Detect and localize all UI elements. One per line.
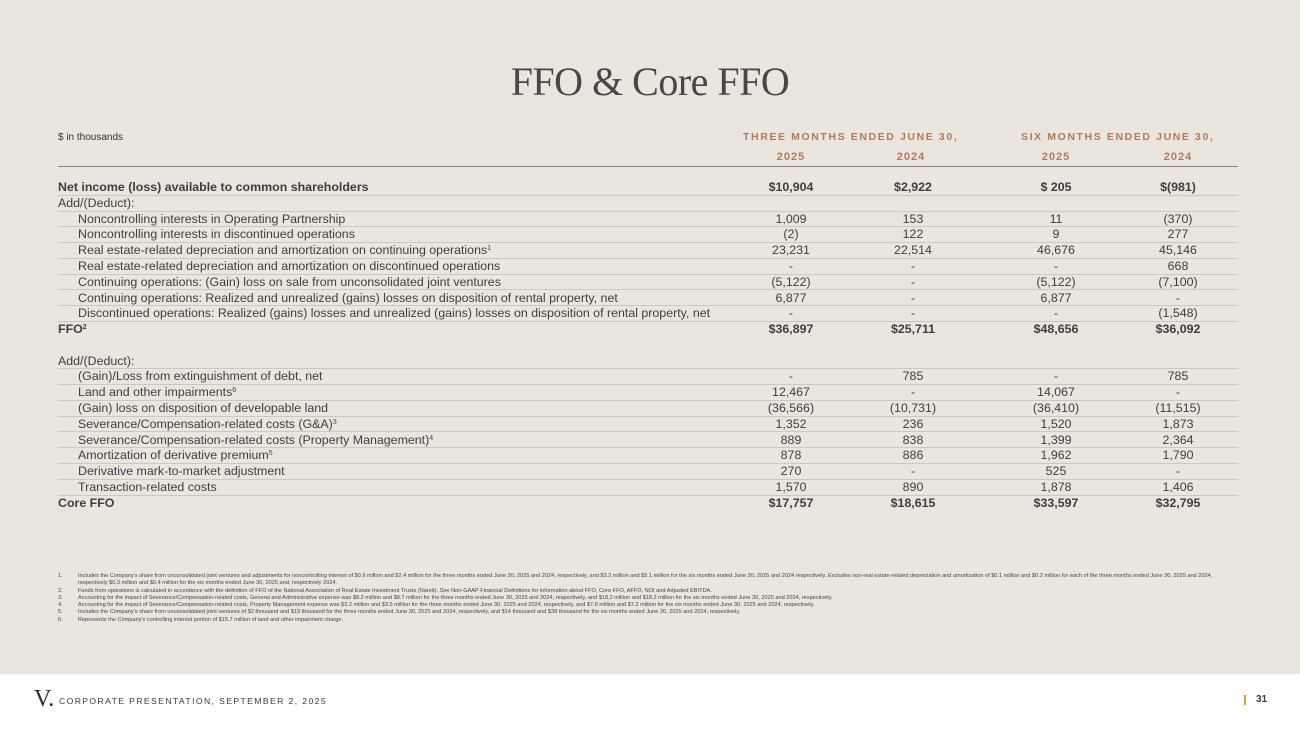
table-row	[58, 212, 1238, 228]
table-row	[58, 243, 1238, 259]
cell-3m-2024: $18,615	[890, 495, 936, 510]
row-label: Land and other impairments$^6$	[78, 385, 237, 400]
cell-6m-2024: 45,146	[1159, 243, 1197, 258]
cell-3m-2025: $10,904	[768, 180, 814, 194]
cell-6m-2024: -	[1175, 290, 1181, 305]
footnote-ref: 4	[429, 434, 434, 442]
cell-3m-2025: (2)	[783, 227, 799, 242]
row-label: (Gain)/Loss from extinguishment of debt, net	[78, 369, 323, 384]
cell-3m-2024: 785	[902, 369, 924, 384]
table-row	[58, 433, 1238, 449]
row-label: Core FFO	[58, 495, 115, 510]
table-row	[58, 196, 1238, 212]
footnote: 5. Includes the Company's share from unconsolidated joint ventures of $2 thousand and $19 thousand for the three months ended June 30, 2025 and 2024, respectively, and $14 thousand and $38 thousand for the six months ended June 30, 2025 and 2024, respectively.	[58, 609, 741, 616]
row-label: Real estate-related depreciation and amortization on discontinued operations	[78, 258, 501, 273]
table-row	[58, 227, 1238, 243]
cell-6m-2024: (7,100)	[1158, 274, 1198, 289]
row-label: Discontinued operations: Realized (gains) losses and unrealized (gains) losses on disposition of rental property, net	[78, 306, 711, 321]
cell-3m-2025: -	[788, 306, 794, 321]
row-label: (Gain) loss on disposition of developable land	[78, 400, 329, 415]
footer-separator	[1244, 695, 1246, 705]
cell-3m-2024: 838	[902, 432, 924, 447]
cell-3m-2024: 153	[902, 211, 924, 226]
cell-6m-2025: -	[1053, 306, 1059, 321]
cell-6m-2025: 1,878	[1040, 479, 1072, 494]
cell-6m-2025: 1,962	[1040, 448, 1072, 463]
row-label: Add/(Deduct):	[58, 196, 135, 210]
table-row	[58, 369, 1238, 385]
header-divider	[58, 166, 1238, 167]
footnotes	[58, 573, 1238, 624]
footnote-ref: 2	[82, 324, 87, 331]
row-label: FFO$^2$	[58, 322, 87, 336]
table-row	[58, 385, 1238, 401]
table-row	[58, 275, 1238, 291]
cell-3m-2024: -	[910, 306, 916, 321]
cell-6m-2025: $ 205	[1040, 180, 1072, 194]
footnote: 3. Accounting for the impact of Severance/Compensation-related costs, General and Administrative expense was $8.2 million and $8.7 million for the three months ended June 30, 2025 and 2024, respectively, and $18.2 million and $18.2 million for the six months ended June 30, 2025 and 2024, respectively.	[58, 594, 833, 601]
footnote: 6. Represents the Company's controlling interest portion of $15.7 million of land and other impairment charge.	[58, 616, 344, 623]
row-label: Severance/Compensation-related costs (G&A)$^3$	[78, 416, 337, 431]
header-year-6m-2024: 2024	[1163, 151, 1193, 163]
cell-6m-2025: 1,520	[1040, 416, 1072, 431]
cell-3m-2024: 122	[902, 227, 924, 242]
row-label: Continuing operations: (Gain) loss on sale from unconsolidated joint ventures	[78, 274, 501, 289]
row-label: Derivative mark-to-market adjustment	[78, 464, 285, 479]
table-row	[58, 354, 1238, 370]
cell-3m-2024: 886	[902, 448, 924, 463]
cell-6m-2024: $36,092	[1155, 322, 1201, 336]
cell-6m-2025: $48,656	[1033, 322, 1079, 336]
cell-3m-2025: (36,566)	[767, 400, 815, 415]
page-title: FFO & Core FFO	[510, 59, 790, 104]
cell-3m-2024: $2,922	[894, 180, 932, 194]
cell-6m-2025: 525	[1045, 464, 1067, 479]
header-six-months: SIX MONTHS ENDED JUNE 30,	[1021, 131, 1215, 143]
cell-3m-2025: 1,009	[775, 211, 807, 226]
cell-6m-2024: -	[1175, 464, 1181, 479]
cell-3m-2024: -	[910, 290, 916, 305]
footer-title: CORPORATE PRESENTATION, SEPTEMBER 2, 2025	[59, 696, 327, 706]
cell-3m-2024: 236	[902, 416, 924, 431]
cell-3m-2025: -	[788, 369, 794, 384]
table-row	[58, 417, 1238, 433]
cell-3m-2025: 23,231	[772, 243, 810, 258]
table-row	[58, 480, 1238, 496]
cell-3m-2025: -	[788, 258, 794, 273]
footnote-ref: 3	[332, 418, 337, 426]
table-row	[58, 259, 1238, 275]
cell-3m-2025: (5,122)	[771, 274, 811, 289]
cell-6m-2024: 1,873	[1162, 416, 1194, 431]
cell-3m-2024: -	[910, 258, 916, 273]
footnote: 4. Accounting for the impact of Severance/Compensation-related costs, Property Management expense was $3.2 million and $3.5 million for the three months ended June 30, 2025 and 2024, respectively, and $7.0 million and $7.2 million for the six months ended June 30, 2025 and 2024, respectively.	[58, 602, 815, 609]
table-row-core-ffo	[58, 496, 1238, 512]
cell-3m-2024: 22,514	[894, 243, 932, 258]
header-three-months: THREE MONTHS ENDED JUNE 30,	[743, 131, 959, 143]
row-label: Continuing operations: Realized and unrealized (gains) losses on disposition of rental property, net	[78, 290, 618, 305]
table-row	[58, 306, 1238, 322]
table-row	[58, 180, 1238, 196]
cell-3m-2024: -	[910, 274, 916, 289]
row-label: Amortization of derivative premium$^5$	[78, 448, 273, 463]
cell-6m-2025: 6,877	[1040, 290, 1072, 305]
cell-6m-2024: (370)	[1163, 211, 1193, 226]
cell-6m-2025: -	[1053, 258, 1059, 273]
cell-3m-2025: 889	[780, 432, 802, 447]
cell-3m-2024: -	[910, 464, 916, 479]
table-row	[58, 448, 1238, 464]
cell-3m-2025: $17,757	[768, 495, 814, 510]
cell-3m-2024: -	[910, 385, 916, 400]
row-label: Real estate-related depreciation and amortization on continuing operations$^1$	[78, 243, 492, 258]
footnote: 1. Includes the Company's share from unconsolidated joint ventures and adjustments for noncontrolling interest of $0.9 million and $2.4 million for the three months ended June 30, 2025 and 2024, respectively, and $3.2 million and $5.1 million for the six months ended June 30, 2025 and 2024 respectively. Excludes non-real estate-related depreciation and amortization of $0.1 million and $0.2 million for each of the three months ended June 30, 2025 and 2024, respectively $0.3 million and $0.4 million for the six months ended June 30, 2025 and, respectively 2024.	[58, 573, 1213, 587]
table-row	[58, 464, 1238, 480]
table-row-ffo	[58, 322, 1238, 338]
cell-6m-2025: (36,410)	[1032, 400, 1080, 415]
cell-6m-2025: 1,399	[1040, 432, 1072, 447]
cell-3m-2024: 890	[902, 479, 924, 494]
table-row	[58, 291, 1238, 307]
cell-6m-2025: $33,597	[1033, 495, 1079, 510]
header-year-3m-2024: 2024	[896, 151, 926, 163]
cell-6m-2024: 668	[1167, 258, 1189, 273]
row-label: Add/(Deduct):	[58, 353, 135, 368]
cell-6m-2024: 277	[1167, 227, 1189, 242]
units-note: $ in thousands	[58, 132, 124, 143]
row-label: Severance/Compensation-related costs (Property Management)$^4$	[78, 432, 434, 447]
cell-6m-2025: -	[1053, 369, 1059, 384]
table-row	[58, 401, 1238, 417]
cell-3m-2025: 6,877	[775, 290, 807, 305]
row-label: Noncontrolling interests in discontinued operations	[78, 227, 355, 242]
cell-6m-2024: $(981)	[1160, 180, 1196, 194]
cell-6m-2024: 1,406	[1162, 479, 1194, 494]
footnote-ref: 5	[268, 450, 273, 458]
footnote: 2. Funds from operations is calculated in accordance with the definition of FFO of the National Association of Real Estate Investment Trusts (Nareit). See Non-GAAP Financial Definitions for information about FFO, Core FFO, AFFO, NOI and Adjusted EBITDA.	[58, 587, 712, 594]
footnote-ref: 1	[487, 245, 492, 253]
cell-3m-2025: 12,467	[772, 385, 810, 400]
cell-6m-2024: (1,548)	[1158, 306, 1198, 321]
header-year-3m-2025: 2025	[776, 151, 806, 163]
cell-3m-2025: $36,897	[768, 322, 814, 336]
cell-3m-2025: 270	[780, 464, 802, 479]
cell-3m-2025: 1,570	[775, 479, 807, 494]
row-label: Net income (loss) available to common shareholders	[58, 180, 369, 194]
row-label: Noncontrolling interests in Operating Partnership	[78, 211, 346, 226]
cell-6m-2024: $32,795	[1155, 495, 1201, 510]
cell-6m-2024: 1,790	[1162, 448, 1194, 463]
cell-6m-2025: 9	[1052, 227, 1060, 242]
cell-6m-2024: -	[1175, 385, 1181, 400]
cell-3m-2024: (10,731)	[889, 400, 937, 415]
row-label: Transaction-related costs	[78, 479, 217, 494]
cell-3m-2025: 1,352	[775, 416, 807, 431]
company-logo: V.	[34, 686, 55, 712]
cell-3m-2025: 878	[780, 448, 802, 463]
cell-6m-2025: 14,067	[1037, 385, 1075, 400]
page-number: 31	[1256, 694, 1268, 705]
header-year-6m-2025: 2025	[1041, 151, 1071, 163]
cell-6m-2025: 46,676	[1037, 243, 1075, 258]
footnote-ref: 6	[232, 387, 237, 395]
cell-3m-2024: $25,711	[890, 322, 936, 336]
cell-6m-2025: 11	[1049, 211, 1063, 226]
cell-6m-2025: (5,122)	[1036, 274, 1076, 289]
cell-6m-2024: (11,515)	[1155, 400, 1201, 415]
cell-6m-2024: 2,364	[1162, 432, 1194, 447]
cell-6m-2024: 785	[1167, 369, 1189, 384]
